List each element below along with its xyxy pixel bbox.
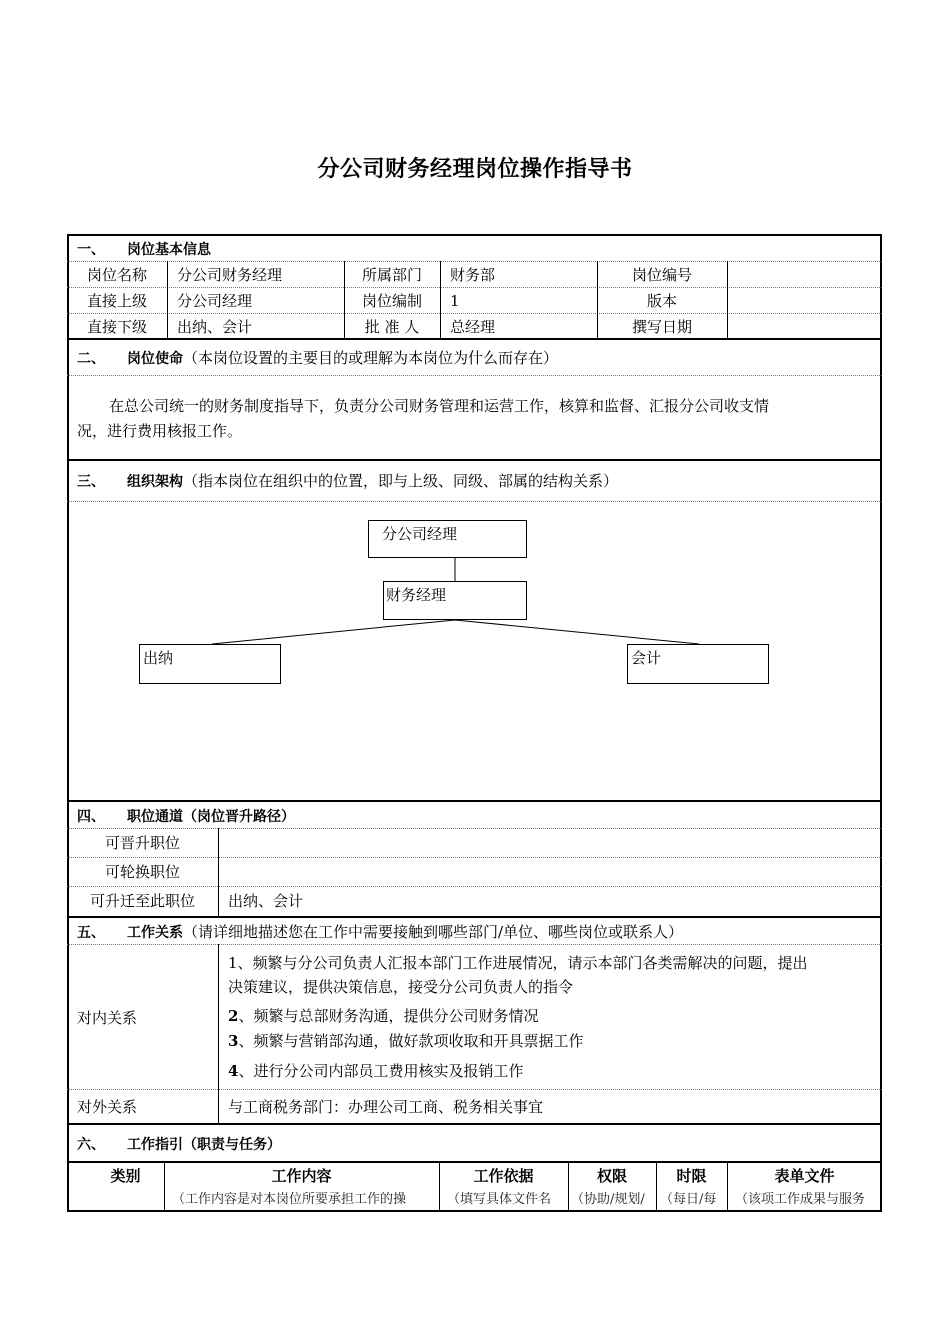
- info-label: 撰写日期: [631, 318, 692, 336]
- section-4-title: 职位通道（岗位晋升路径）: [127, 809, 295, 825]
- item-text: 、频繁与总部财务沟通，提供分公司财务情况: [238, 1007, 539, 1025]
- internal-relations-label: 对内关系: [77, 1009, 138, 1027]
- column-header-basis: 工作依据: [473, 1167, 534, 1185]
- section-1-number: 一、: [77, 242, 105, 258]
- section-6-title: 工作指引（职责与任务）: [127, 1137, 281, 1153]
- external-relations-value: 与工商税务部门：办理公司工商、税务相关事宜: [228, 1098, 544, 1116]
- section-6-number: 六、: [77, 1137, 105, 1153]
- info-value: 1: [450, 292, 460, 310]
- section-divider: [67, 800, 882, 802]
- column-note-basis: （填写具体文件名: [447, 1192, 552, 1207]
- item-number: 4: [228, 1062, 239, 1080]
- info-label: 直接下级: [86, 318, 147, 336]
- section-1-title: 岗位基本信息: [127, 242, 211, 258]
- internal-item: [228, 1031, 583, 1051]
- column-header-forms: 表单文件: [774, 1167, 835, 1185]
- info-label: 批 准 人: [364, 318, 420, 336]
- org-chart-connectors: [67, 234, 882, 794]
- section-3-number: 三、: [77, 474, 105, 490]
- divider: [67, 944, 882, 945]
- item-text: 、频繁与营销部沟通，做好款项收取和开具票据工作: [238, 1032, 584, 1050]
- connector-line: [455, 620, 699, 644]
- column-note-forms: （该项工作成果与服务: [735, 1192, 866, 1207]
- column-header-time-limit: 时限: [676, 1167, 707, 1185]
- column-header-authority: 权限: [596, 1167, 627, 1185]
- section-5-number: 五、: [77, 925, 105, 941]
- section-5-title: 工作关系: [127, 925, 183, 941]
- page-title: 分公司财务经理岗位操作指导书: [317, 157, 633, 182]
- column-note-content: （工作内容是对本岗位所要承担工作的操: [172, 1192, 407, 1207]
- section-4-header: [77, 806, 295, 827]
- item-number: 3: [228, 1032, 239, 1050]
- info-value: 出纳、会计: [177, 318, 253, 336]
- info-label: 岗位编制: [361, 292, 422, 310]
- internal-item: 1、频繁与分公司负责人汇报本部门工作进展情况，请示本部门各类需解决的问题，提出: [228, 954, 808, 972]
- org-node-accountant: 会计: [627, 644, 769, 684]
- divider: [67, 886, 882, 887]
- section-divider: [67, 1123, 882, 1125]
- item-text: 、进行分公司内部员工费用核实及报销工作: [238, 1062, 524, 1080]
- job-instruction-form: [67, 234, 882, 1212]
- section-divider: [67, 916, 882, 918]
- info-value: 分公司经理: [177, 292, 253, 310]
- external-relations-label: 对外关系: [77, 1098, 138, 1116]
- org-node-cashier: 出纳: [139, 644, 281, 684]
- info-value: 分公司财务经理: [177, 266, 283, 284]
- info-label: 岗位名称: [86, 266, 147, 284]
- divider: [67, 828, 882, 829]
- item-number: 2: [228, 1007, 239, 1025]
- connector-line: [212, 620, 455, 644]
- mission-text: 况，进行费用核报工作。: [77, 422, 243, 440]
- divider: [67, 1089, 882, 1090]
- career-value: 出纳、会计: [228, 892, 304, 910]
- section-2-number: 二、: [77, 351, 105, 367]
- section-5-header: [77, 922, 683, 943]
- info-label: 所属部门: [361, 266, 422, 284]
- table-header-divider: [67, 1161, 882, 1163]
- section-3-title: 组织架构: [127, 474, 183, 490]
- career-label: 可轮换职位: [104, 863, 180, 881]
- section-2-title: 岗位使命: [127, 351, 183, 367]
- section-6-header: [77, 1134, 281, 1155]
- org-node-finance-manager: 财务经理: [383, 581, 527, 620]
- section-2-note: （本岗位设置的主要目的或理解为本岗位为什么而存在）: [183, 349, 559, 367]
- column-header-content: 工作内容: [271, 1167, 332, 1185]
- column-header-category: 类别: [110, 1167, 141, 1185]
- divider: [67, 857, 882, 858]
- col-divider: [218, 944, 219, 1124]
- column-note-time-limit: （每日/每: [660, 1192, 717, 1207]
- org-node-branch-manager: 分公司经理: [368, 520, 527, 558]
- internal-item: [228, 1006, 538, 1026]
- internal-item: [228, 1061, 523, 1081]
- col-divider: [218, 828, 219, 917]
- section-4-number: 四、: [77, 809, 105, 825]
- info-label: 版本: [646, 292, 677, 310]
- internal-item: 决策建议，提供决策信息，接受分公司负责人的指令: [228, 978, 574, 996]
- info-label: 岗位编号: [631, 266, 692, 284]
- info-value: 总经理: [450, 318, 496, 336]
- mission-text: 在总公司统一的财务制度指导下，负责分公司财务管理和运营工作，核算和监督、汇报分公司收支情: [109, 397, 770, 415]
- column-note-authority: （协助/规划/: [571, 1192, 645, 1207]
- career-label: 可晋升职位: [104, 834, 180, 852]
- section-3-note: （指本岗位在组织中的位置，即与上级、同级、部属的结构关系）: [183, 472, 619, 490]
- section-5-note: （请详细地描述您在工作中需要接触到哪些部门/单位、哪些岗位或联系人）: [183, 923, 684, 941]
- info-label: 直接上级: [86, 292, 147, 310]
- career-label: 可升迁至此职位: [89, 892, 195, 910]
- info-value: 财务部: [450, 266, 496, 284]
